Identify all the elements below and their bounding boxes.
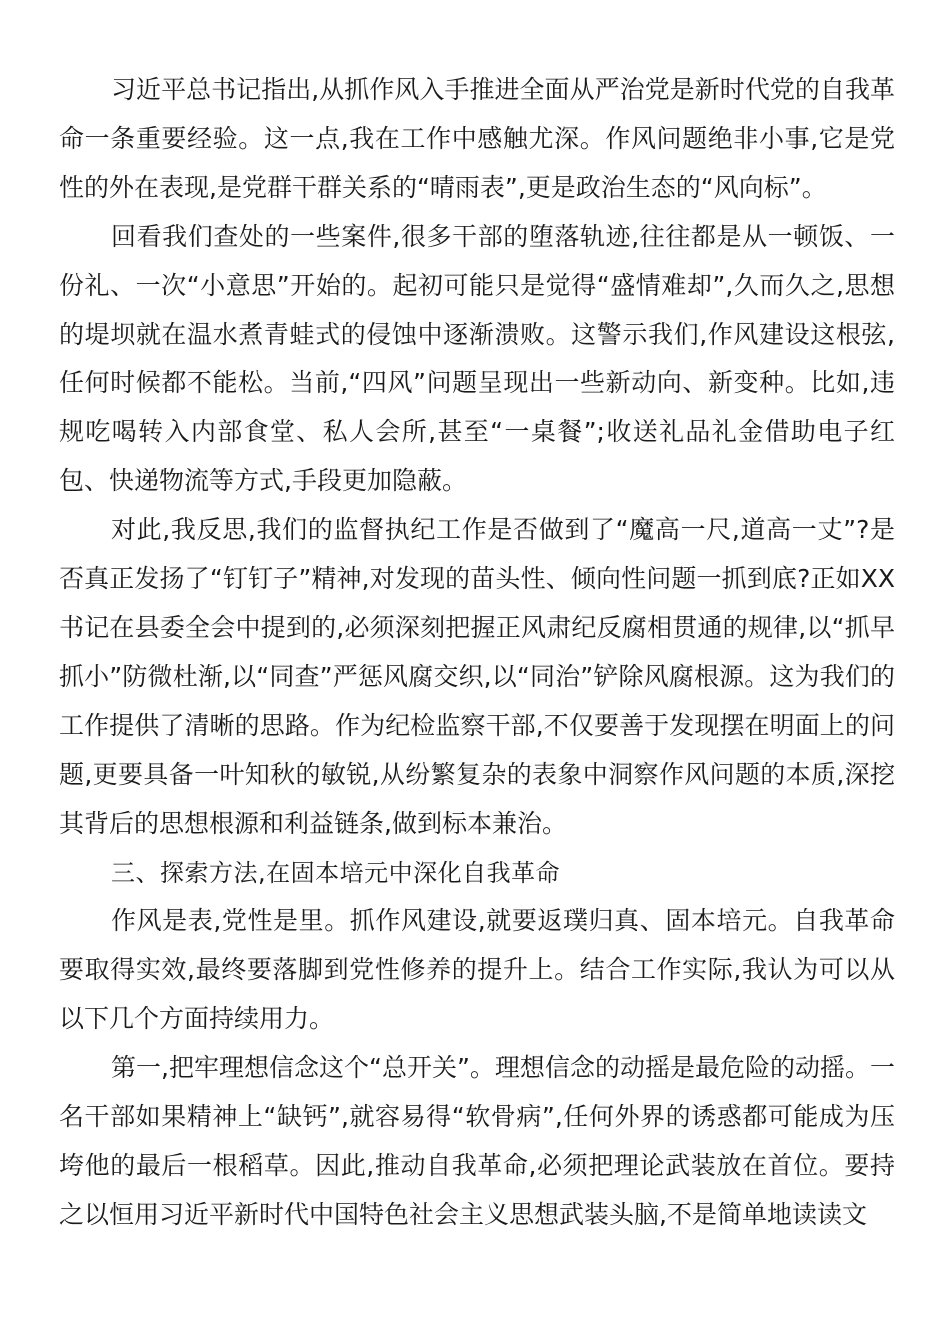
document-body [59,66,895,1240]
paragraph-4: 作风是表,党性是里。抓作风建设,就要返璞归真、固本培元。自我革命要取得实效,最终要落脚到党性修养的提升上。结合工作实际,我认为可以从以下几个方面持续用力。 [59,906,895,1034]
paragraph-3: 对此,我反思,我们的监督执纪工作是否做到了“魔高一尺,道高一丈”?是否真正发扬了“钉钉子”精神,对发现的苗头性、倾向性问题一抓到底?正如XX书记在县委全会中提到的,必须深刻把握正风肃纪反腐相贯通的规律,以“抓早抓小”防微杜渐,以“同查”严惩风腐交织,以“同治”铲除风腐根源。这为我们的工作提供了清晰的思路。作为纪检监察干部,不仅要善于发现摆在明面上的问题,更要具备一叶知秋的敏锐,从纷繁复杂的表象中洞察作风问题的本质,深挖其背后的思想根源和利益链条,做到标本兼治。 [59,515,895,838]
paragraph-1: 习近平总书记指出,从抓作风入手推进全面从严治党是新时代党的自我革命一条重要经验。这一点,我在工作中感触尤深。作风问题绝非小事,它是党性的外在表现,是党群干群关系的“晴雨表”,更是政治生态的“风向标”。 [59,75,895,202]
section-heading: 三、探索方法,在固本培元中深化自我革命 [111,858,561,887]
paragraph-2: 回看我们查处的一些案件,很多干部的堕落轨迹,往往都是从一顿饭、一份礼、一次“小意思”开始的。起初可能只是觉得“盛情难却”,久而久之,思想的堤坝就在温水煮青蛙式的侵蚀中逐渐溃败。这警示我们,作风建设这根弦,任何时候都不能松。当前,“四风”问题呈现出一些新动向、新变种。比如,违规吃喝转入内部食堂、私人会所,甚至“一桌餐”;收送礼品礼金借助电子红包、快递物流等方式,手段更加隐蔽。 [59,221,895,496]
paragraph-5: 第一,把牢理想信念这个“总开关”。理想信念的动摇是最危险的动摇。一名干部如果精神上“缺钙”,就容易得“软骨病”,任何外界的诱惑都可能成为压垮他的最后一根稻草。因此,推动自我革命,必须把理论武装放在首位。要持之以恒用习近平新时代中国特色社会主义思想武装头脑,不是简单地读读文 [59,1053,895,1229]
